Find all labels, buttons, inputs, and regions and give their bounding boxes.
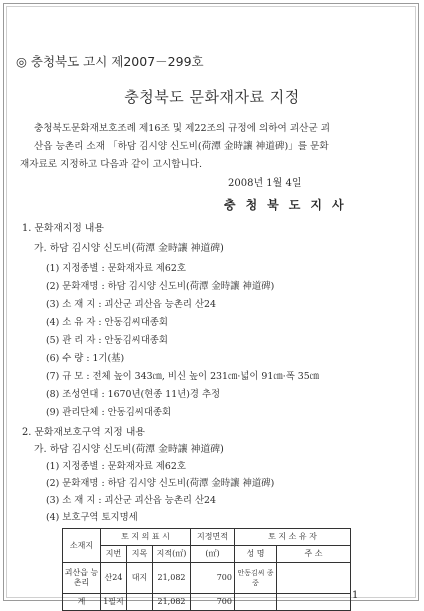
total-lot: 1필지 [101,594,127,611]
header-category: 지목 [127,546,153,563]
row-lot: 산24 [101,563,127,594]
row-area: 21,082 [153,563,191,594]
section1-item: (6) 수 량 : 1기(基) [46,353,125,364]
section2-item: (2) 문화재명 : 하담 김시양 신도비(荷潭 金時讓 神道碑) [46,478,275,489]
total-owner-name [235,594,277,611]
intro-line-2: 산읍 능촌리 소재 「하담 김시양 신도비(荷潭 金時讓 神道碑)」를 문화 [34,141,329,152]
page-title: 충청북도 문화재자료 지정 [124,88,300,106]
section1-item: (3) 소 재 지 : 괴산군 괴산읍 능촌리 산24 [46,299,216,310]
header-address: 주 소 [277,546,351,563]
notice-number: ◎ 충청북도 고시 제2007－299호 [16,54,204,69]
section1-item: (9) 관리단체 : 안동김씨대종회 [46,407,171,418]
total-category [127,594,153,611]
intro-line-3: 재자료로 지정하고 다음과 같이 고시합니다. [20,159,203,170]
total-designated: 700 [191,594,235,611]
row-owner-name: 안동김씨 종중 [235,563,277,594]
section2-item: (3) 소 재 지 : 괴산군 괴산읍 능촌리 산24 [46,495,216,506]
section1-item: (8) 조성연대 : 1670년(현종 11년)경 추정 [46,389,221,400]
header-name: 성 명 [235,546,277,563]
header-designated-unit: (㎡) [191,546,235,563]
row-category: 대지 [127,563,153,594]
section2-item: (1) 지정종별 : 문화재자료 제62호 [46,461,186,472]
section1-heading: 1. 문화재지정 내용 [22,223,104,234]
section2-item: (4) 보호구역 토지명세 [46,512,138,523]
issuer: 충청북도지사 [224,198,354,212]
section1-item: (2) 문화재명 : 하담 김시양 신도비(荷潭 金時讓 神道碑) [46,281,275,292]
row-owner-address [277,563,351,594]
header-designated-area: 지정면적 [191,529,235,546]
land-table [62,528,351,611]
page-mark: 1 [352,590,359,601]
section2-heading: 2. 문화재보호구역 지정 내용 [22,427,145,438]
section1-item: (1) 지정종별 : 문화재자료 제62호 [46,263,186,274]
header-area: 지적(㎡) [153,546,191,563]
total-label: 계 [63,594,101,611]
row-designated: 700 [191,563,235,594]
section1-subheading: 가. 하담 김시양 신도비(荷潭 金時讓 神道碑) [34,243,224,254]
total-area: 21,082 [153,594,191,611]
header-land-display: 토 지 의 표 시 [101,529,191,546]
header-owner: 토 지 소 유 자 [235,529,351,546]
header-lot: 지번 [101,546,127,563]
intro-line-1: 충청북도문화재보호조례 제16조 및 제22조의 규정에 의하여 괴산군 괴 [34,123,330,134]
notice-date: 2008년 1월 4일 [228,178,302,189]
row-location: 괴산읍 능촌리 [63,563,101,594]
section1-item: (5) 관 리 자 : 안동김씨대종회 [46,335,168,346]
section1-item: (7) 규 모 : 전체 높이 343㎝, 비신 높이 231㎝·넓이 91㎝·폭 35㎝ [46,371,320,382]
section1-item: (4) 소 유 자 : 안동김씨대종회 [46,317,168,328]
total-owner-address [277,594,351,611]
section2-subheading: 가. 하담 김시양 신도비(荷潭 金時讓 神道碑) [34,444,224,455]
header-location: 소재지 [63,529,101,563]
